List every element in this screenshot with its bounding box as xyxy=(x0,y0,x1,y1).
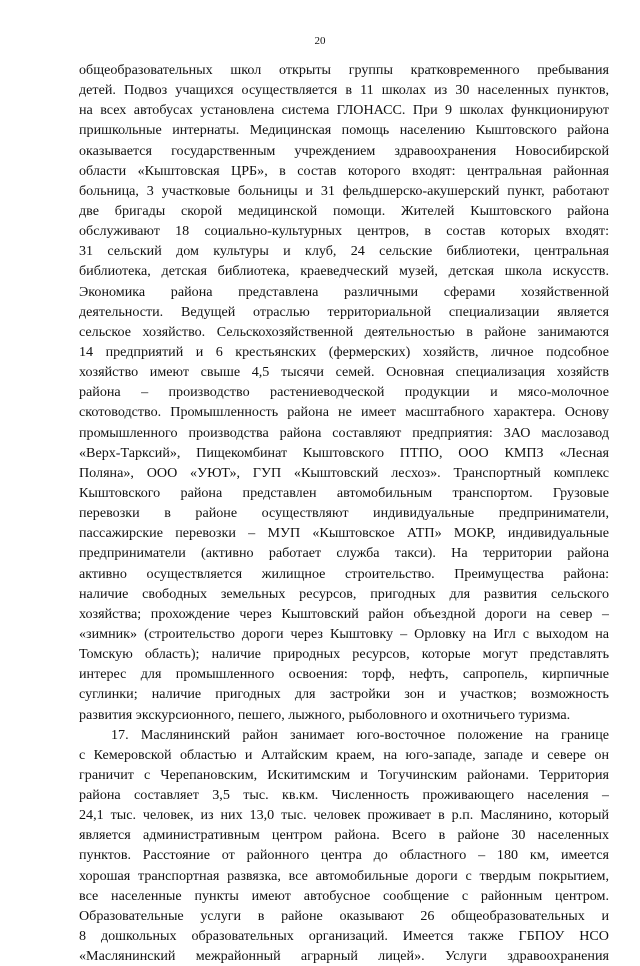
text-line: 31 сельский дом культуры и клуб, 24 сельские библиотеки, центральная xyxy=(79,243,609,260)
text-line: наличие свободных земельных ресурсов, пригодных для развития сельского xyxy=(79,585,609,602)
text-line: интерес для промышленного освоения: торф, нефть, сапропель, кирпичные xyxy=(79,666,609,683)
text-line: обслуживают 18 социально-культурных центров, в состав которых входят: xyxy=(79,223,609,240)
page-number: 20 xyxy=(314,35,326,47)
text-line: Томскую область); наличие природных ресурсов, которые могут представлять xyxy=(79,646,609,663)
text-line: суглинки; наличие пригодных для застройки зон и участков; возможность xyxy=(79,686,609,703)
text-line: Поляна», ООО «УЮТ», ГУП «Кыштовский лесхоз». Транспортный комплекс xyxy=(79,464,609,481)
text-line: хорошая транспортная развязка, все автомобильные дороги с твердым покрытием, xyxy=(79,867,609,884)
text-line: промышленного производства района составляют предприятия: ЗАО маслозавод xyxy=(79,424,609,441)
text-line: активно осуществляется жилищное строительство. Преимущества района: xyxy=(79,565,609,582)
text-line: «Маслянинский межрайонный аграрный лицей». Услуги здравоохранения xyxy=(79,948,609,965)
body-text xyxy=(79,60,609,966)
text-line: «Верх-Тарксий», Пищекомбинат Кыштовского ПТПО, ООО КМПЗ «Лесная xyxy=(79,444,609,461)
text-line: района составляет 3,5 тыс. кв.км. Численность проживающего населения – xyxy=(79,787,609,804)
text-line: с Кемеровской областью и Алтайским краем, на юго-западе, западе и севере он xyxy=(79,746,609,763)
text-line: Экономика района представлена различными сферами хозяйственной xyxy=(79,283,609,300)
text-line: детей. Подвоз учащихся осуществляется в 11 школах из 30 населенных пунктов, xyxy=(79,82,609,99)
text-line: развития экскурсионного, пешего, лыжного, рыболовного и охотничьего туризма. xyxy=(79,706,571,723)
text-line: все населенные пункты имеют автобусное сообщение с районным центром. xyxy=(79,887,609,904)
text-line: 17. Маслянинский район занимает юго-восточное положение на границе xyxy=(111,726,609,743)
text-line: сельское хозяйство. Сельскохозяйственной деятельностью в районе занимаются xyxy=(79,323,609,340)
text-line: 8 дошкольных образовательных организаций. Имеется также ГБПОУ НСО xyxy=(79,928,609,945)
text-line: оказывается государственным учреждением здравоохранения Новосибирской xyxy=(79,142,609,159)
text-line: общеобразовательных школ открыты группы кратковременного пребывания xyxy=(79,62,609,78)
text-line: предприниматели (активно работает служба такси). На территории района xyxy=(79,545,609,562)
text-line: Кыштовского района представлен автомобильным транспортом. Грузовые xyxy=(79,484,609,501)
text-line: две бригады скорой медицинской помощи. Жителей Кыштовского района xyxy=(79,202,609,219)
text-line: перевозки в районе осуществляют индивидуальные предприниматели, xyxy=(79,505,609,522)
text-line: больница, 3 участковые больницы и 31 фельдшерско-акушерский пункт, работают xyxy=(79,182,609,199)
text-line: библиотека, детская библиотека, краеведческий музей, детская школа искусств. xyxy=(79,263,609,280)
text-line: является административным центром района. Всего в районе 30 населенных xyxy=(79,827,609,844)
text-line: деятельности. Ведущей отраслью территориальной специализации является xyxy=(79,303,609,320)
text-line: скотоводство. Промышленность района не имеет масштабного характера. Основу xyxy=(79,404,609,421)
text-line: пассажирские перевозки – МУП «Кыштовское АТП» МОКР, индивидуальные xyxy=(79,525,609,542)
text-line: «зимник» (строительство дороги через Кыштовку – Орловку на Игл с выходом на xyxy=(79,625,609,642)
text-line: пришкольные интернаты. Медицинская помощь населению Кыштовского района xyxy=(79,122,609,139)
text-line: Образовательные услуги в районе оказывают 26 общеобразовательных и xyxy=(79,907,609,924)
text-line: района – производство растениеводческой продукции и мясо-молочное xyxy=(79,384,609,401)
text-line: хозяйства; прохождение через Кыштовский район объездной дороги на север – xyxy=(79,605,609,622)
text-line: пунктов. Расстояние от районного центра до областного – 180 км, имеется xyxy=(79,847,609,864)
text-line: хозяйство имеют свыше 4,5 тысячи семей. Основная специализация хозяйств xyxy=(79,364,609,381)
text-line: граничит с Черепановским, Искитимским и Тогучинским районами. Территория xyxy=(79,766,609,783)
text-line: на всех автобусах установлена система ГЛОНАСС. При 9 школах функционируют xyxy=(79,102,609,119)
text-line: 14 предприятий и 6 крестьянских (фермерских) хозяйств, личное подсобное xyxy=(79,343,609,360)
text-line: 24,1 тыс. человек, из них 13,0 тыс. человек проживает в р.п. Маслянино, который xyxy=(79,807,609,824)
text-line: области «Кыштовская ЦРБ», в состав которого входят: центральная районная xyxy=(79,162,609,179)
